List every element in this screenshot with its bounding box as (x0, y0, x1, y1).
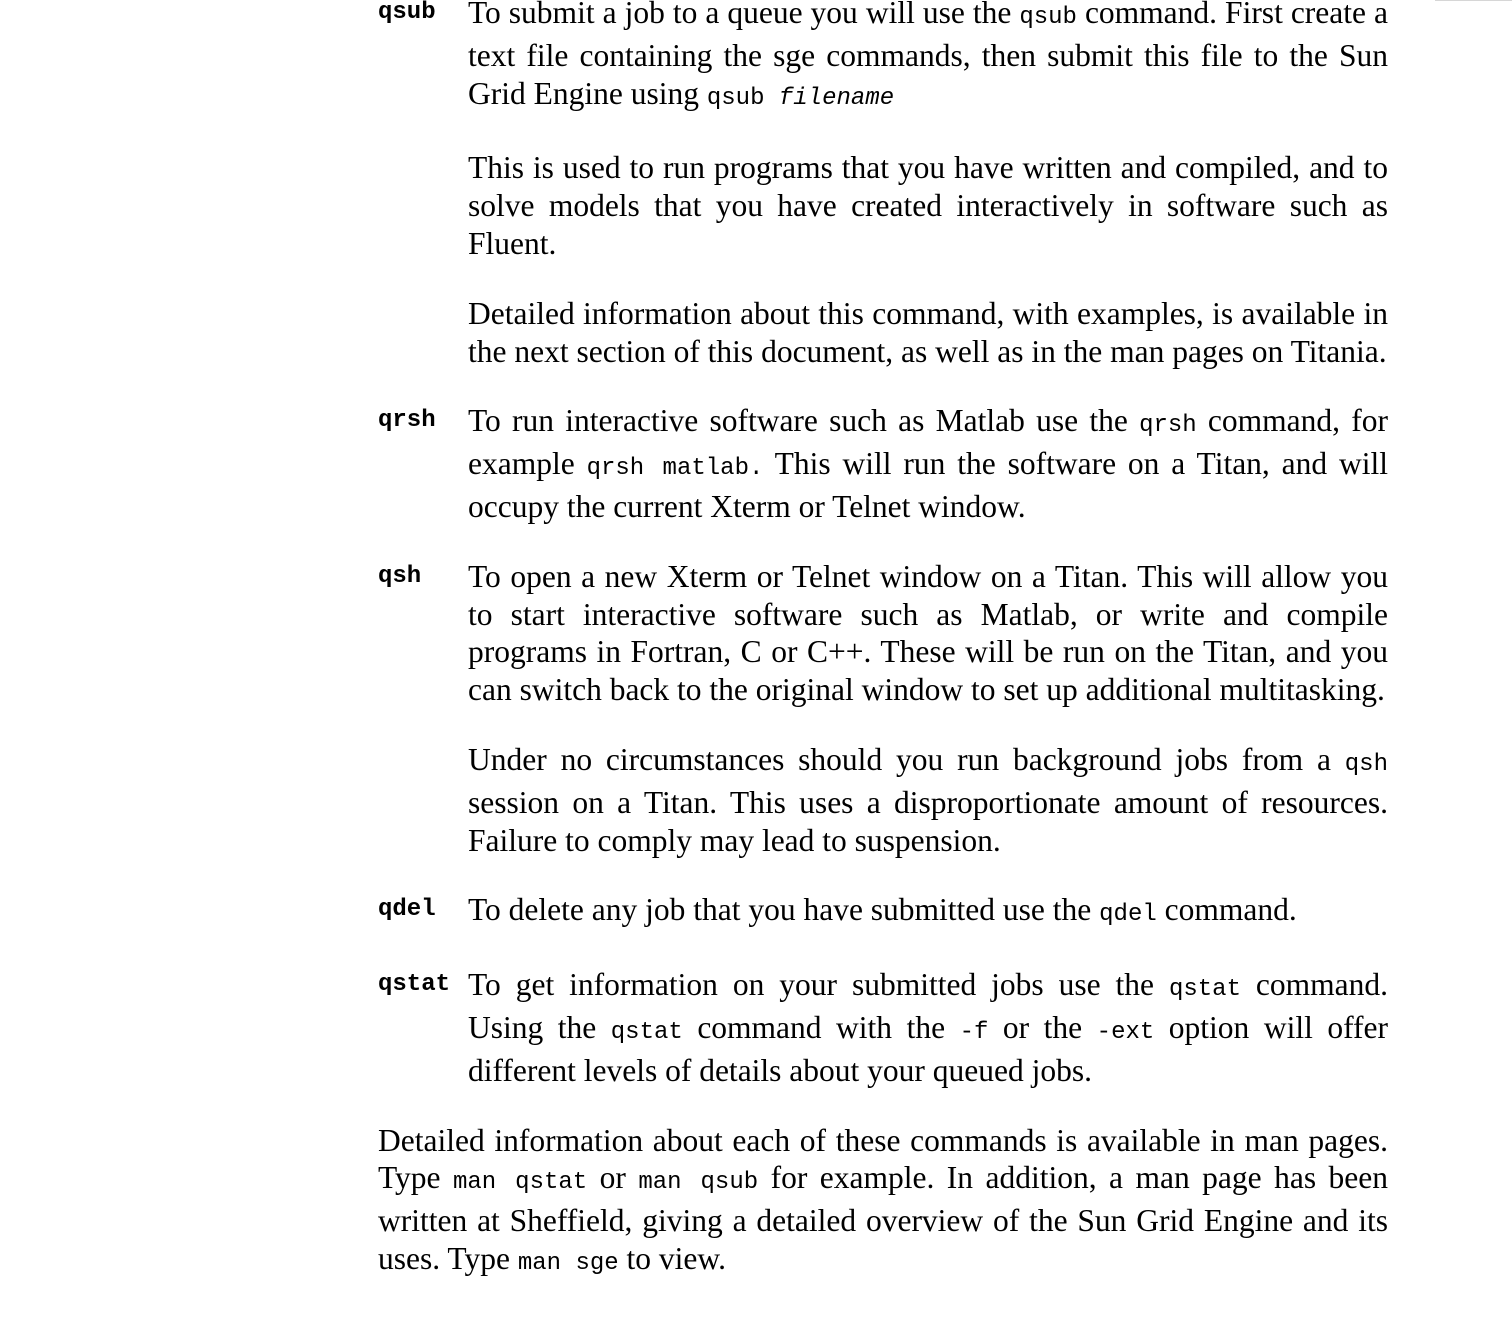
text-run: To open a new Xterm or Telnet window on a Titan. This will allow you to start interactive software such as Matlab, or write and compile programs in Fortran, C or C++. These will be run on the Titan, and you can switch back to the original window to set up additional multitasking. (468, 558, 1388, 708)
inline-code: qrsh matlab. (586, 455, 764, 483)
inline-code: qstat (1168, 976, 1241, 1004)
definition-qsub (378, 0, 1388, 370)
text-run: option will offer different levels of details about your queued jobs. (468, 1009, 1388, 1088)
closing-text (378, 1122, 1388, 1283)
text-run: Detailed information about each of these commands is available in man pages. Type (378, 1122, 1388, 1196)
inline-code: man sge (517, 1249, 619, 1277)
inline-code: qsub (1019, 4, 1077, 31)
description-qsub (468, 0, 1388, 370)
text-run: or the (988, 1009, 1097, 1045)
text-run: Detailed information about this command, with examples, is available in the next section of this document, as well as in the man pages on Titania. (468, 295, 1388, 369)
text-run: for example. In addition, a man page has been written at Sheffield, giving a detailed overview of the Sun Grid Engine and its uses. Type (378, 1160, 1388, 1276)
top-divider (1435, 0, 1512, 1)
definition-qsh (378, 558, 1388, 860)
inline-code: qdel (1099, 901, 1157, 929)
description-paragraph (468, 0, 1388, 117)
text-run: To get information on your submitted jobs use the (468, 967, 1169, 1003)
term-qdel: qdel (378, 896, 436, 924)
definition-qdel (378, 891, 1388, 934)
text-run: command, for example (468, 403, 1388, 482)
term-qsh: qsh (378, 562, 422, 590)
description-paragraph (468, 149, 1388, 262)
text-run: To delete any job that you have submitted use the (468, 892, 1100, 928)
description-paragraph (468, 295, 1388, 371)
text-run: command with the (682, 1009, 960, 1045)
text-run: command. Using the (468, 967, 1389, 1045)
description-qsh (468, 558, 1388, 860)
text-run: This will run the software on a Titan, and will occupy the current Xterm or Telnet window. (468, 446, 1389, 524)
text-run: This is used to run programs that you have written and compiled, and to solve models that you have created interactively in software such as Fluent. (468, 150, 1388, 261)
inline-code: qsub (706, 84, 779, 112)
definition-qrsh (378, 402, 1388, 525)
text-run: command. (1156, 892, 1297, 928)
description-qrsh (468, 402, 1388, 525)
inline-code: qsh (1344, 750, 1388, 778)
inline-code: qrsh (1139, 412, 1197, 440)
inline-code: qstat (610, 1018, 683, 1046)
document-page (378, 0, 1388, 1283)
inline-code: -f (959, 1018, 989, 1046)
description-paragraph (468, 966, 1388, 1089)
description-paragraph (468, 741, 1388, 859)
definition-qstat (378, 966, 1388, 1089)
inline-code: man qsub (638, 1169, 759, 1197)
text-run: To run interactive software such as Matlab use the (468, 403, 1140, 439)
inline-code: man qstat (452, 1169, 588, 1197)
description-paragraph (468, 891, 1388, 934)
inline-code: filename (778, 84, 895, 112)
text-run: to view. (618, 1240, 726, 1276)
closing-paragraph (378, 1122, 1388, 1283)
text-run: Under no circumstances should you run background jobs from a (468, 741, 1345, 777)
text-run: or (587, 1160, 639, 1196)
inline-code: -ext (1096, 1018, 1155, 1046)
term-qsub: qsub (378, 0, 436, 26)
description-qstat (468, 966, 1388, 1089)
term-qrsh: qrsh (378, 407, 436, 435)
description-paragraph (468, 402, 1388, 525)
description-qdel (468, 891, 1388, 934)
text-run: command. First create a text file containing the sge commands, then submit this file to the Sun Grid Engine using (468, 0, 1388, 111)
description-paragraph (468, 558, 1388, 709)
text-run: session on a Titan. This uses a disproportionate amount of resources. Failure to comply may lead to suspension. (468, 784, 1388, 858)
term-qstat: qstat (378, 971, 451, 999)
text-run: To submit a job to a queue you will use the (468, 0, 1020, 30)
